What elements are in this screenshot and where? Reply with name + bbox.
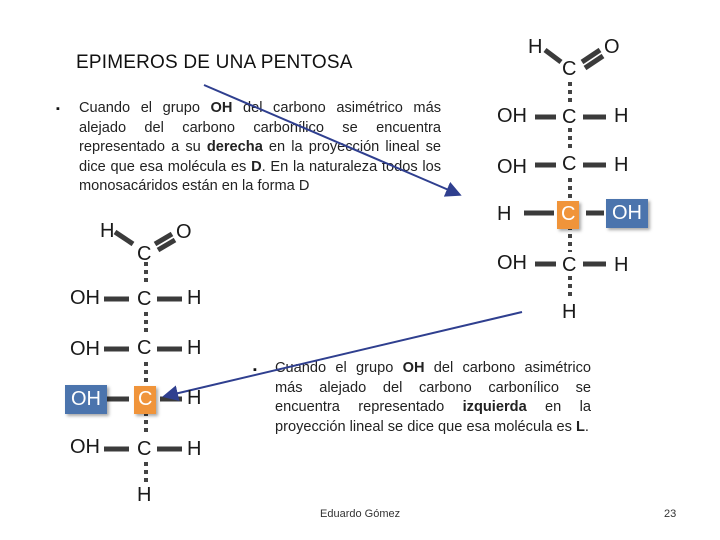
l-top-h: H bbox=[100, 220, 115, 242]
author-footer: Eduardo Gómez bbox=[320, 508, 401, 520]
d-top-c: C bbox=[562, 58, 577, 80]
l-text-part3: en la proyección lineal se dice que esa molécula es bbox=[275, 399, 591, 435]
d-text-oh: OH bbox=[210, 100, 233, 116]
d-row2-center: C bbox=[562, 153, 577, 175]
arrow-to-l-form bbox=[166, 312, 522, 396]
l-row4-right: H bbox=[187, 438, 202, 460]
page-number: 23 bbox=[664, 508, 677, 520]
d-row2-right: H bbox=[614, 154, 629, 176]
l-text-part4: . bbox=[584, 418, 589, 435]
l-bottom-h: H bbox=[137, 484, 152, 506]
l-row1-center: C bbox=[137, 288, 152, 310]
l-text-part2: del carbono asimétrico más alejado del carbono carbonílico se encuentra representado bbox=[275, 360, 591, 415]
bullet-marker-2: ▪ bbox=[253, 364, 257, 376]
l-text-l: L bbox=[575, 418, 585, 435]
d-row3-left: H bbox=[497, 203, 512, 225]
d-bottom-h: H bbox=[562, 301, 577, 323]
l-row2-left: OH bbox=[70, 338, 100, 360]
d-text-derecha: derecha bbox=[206, 139, 263, 155]
l-row2-right: H bbox=[187, 337, 202, 359]
d-aldehyde-h-bond bbox=[545, 50, 561, 62]
d-row1-left: OH bbox=[497, 105, 527, 127]
d-text-d: D bbox=[251, 158, 262, 175]
l-row3-right: H bbox=[187, 387, 202, 409]
l-row3-center-highlighted: C bbox=[134, 386, 156, 414]
d-row2-left: OH bbox=[497, 156, 527, 178]
l-row3-left-highlighted: OH bbox=[65, 385, 107, 414]
bullet-marker: ▪ bbox=[56, 103, 60, 115]
d-row1-right: H bbox=[614, 105, 629, 127]
arrow-to-d-form bbox=[204, 85, 458, 194]
l-aldehyde-h-bond bbox=[115, 232, 133, 244]
l-row4-left: OH bbox=[70, 436, 100, 458]
d-text-part2: del carbono asimétrico más alejado del carbono carbonílico se encuentra representado a su bbox=[79, 100, 441, 155]
d-row4-left: OH bbox=[497, 252, 527, 274]
l-text-izquierda: izquierda bbox=[462, 399, 527, 415]
l-row2-center: C bbox=[137, 337, 152, 359]
l-row1-right: H bbox=[187, 287, 202, 309]
d-text-part1: Cuando el grupo bbox=[79, 100, 211, 116]
l-top-o: O bbox=[176, 221, 192, 243]
d-row1-center: C bbox=[562, 106, 577, 128]
d-top-o: O bbox=[604, 36, 620, 58]
d-top-h: H bbox=[528, 36, 543, 58]
l-text-oh: OH bbox=[402, 360, 425, 376]
d-text-part4: . En la naturaleza todos los monosacáridos están en la forma D bbox=[79, 158, 441, 194]
l-row4-center: C bbox=[137, 438, 152, 460]
l-text-part1: Cuando el grupo bbox=[275, 360, 403, 376]
l-row1-left: OH bbox=[70, 287, 100, 309]
d-row3-center-highlighted: C bbox=[557, 201, 579, 229]
l-top-c: C bbox=[137, 243, 152, 265]
d-row4-center: C bbox=[562, 254, 577, 276]
d-row3-right-highlighted: OH bbox=[606, 199, 648, 228]
d-row4-right: H bbox=[614, 254, 629, 276]
slide-title: EPIMEROS DE UNA PENTOSA bbox=[76, 52, 353, 73]
d-text-part3: en la proyección lineal se dice que esa molécula es bbox=[79, 139, 441, 175]
